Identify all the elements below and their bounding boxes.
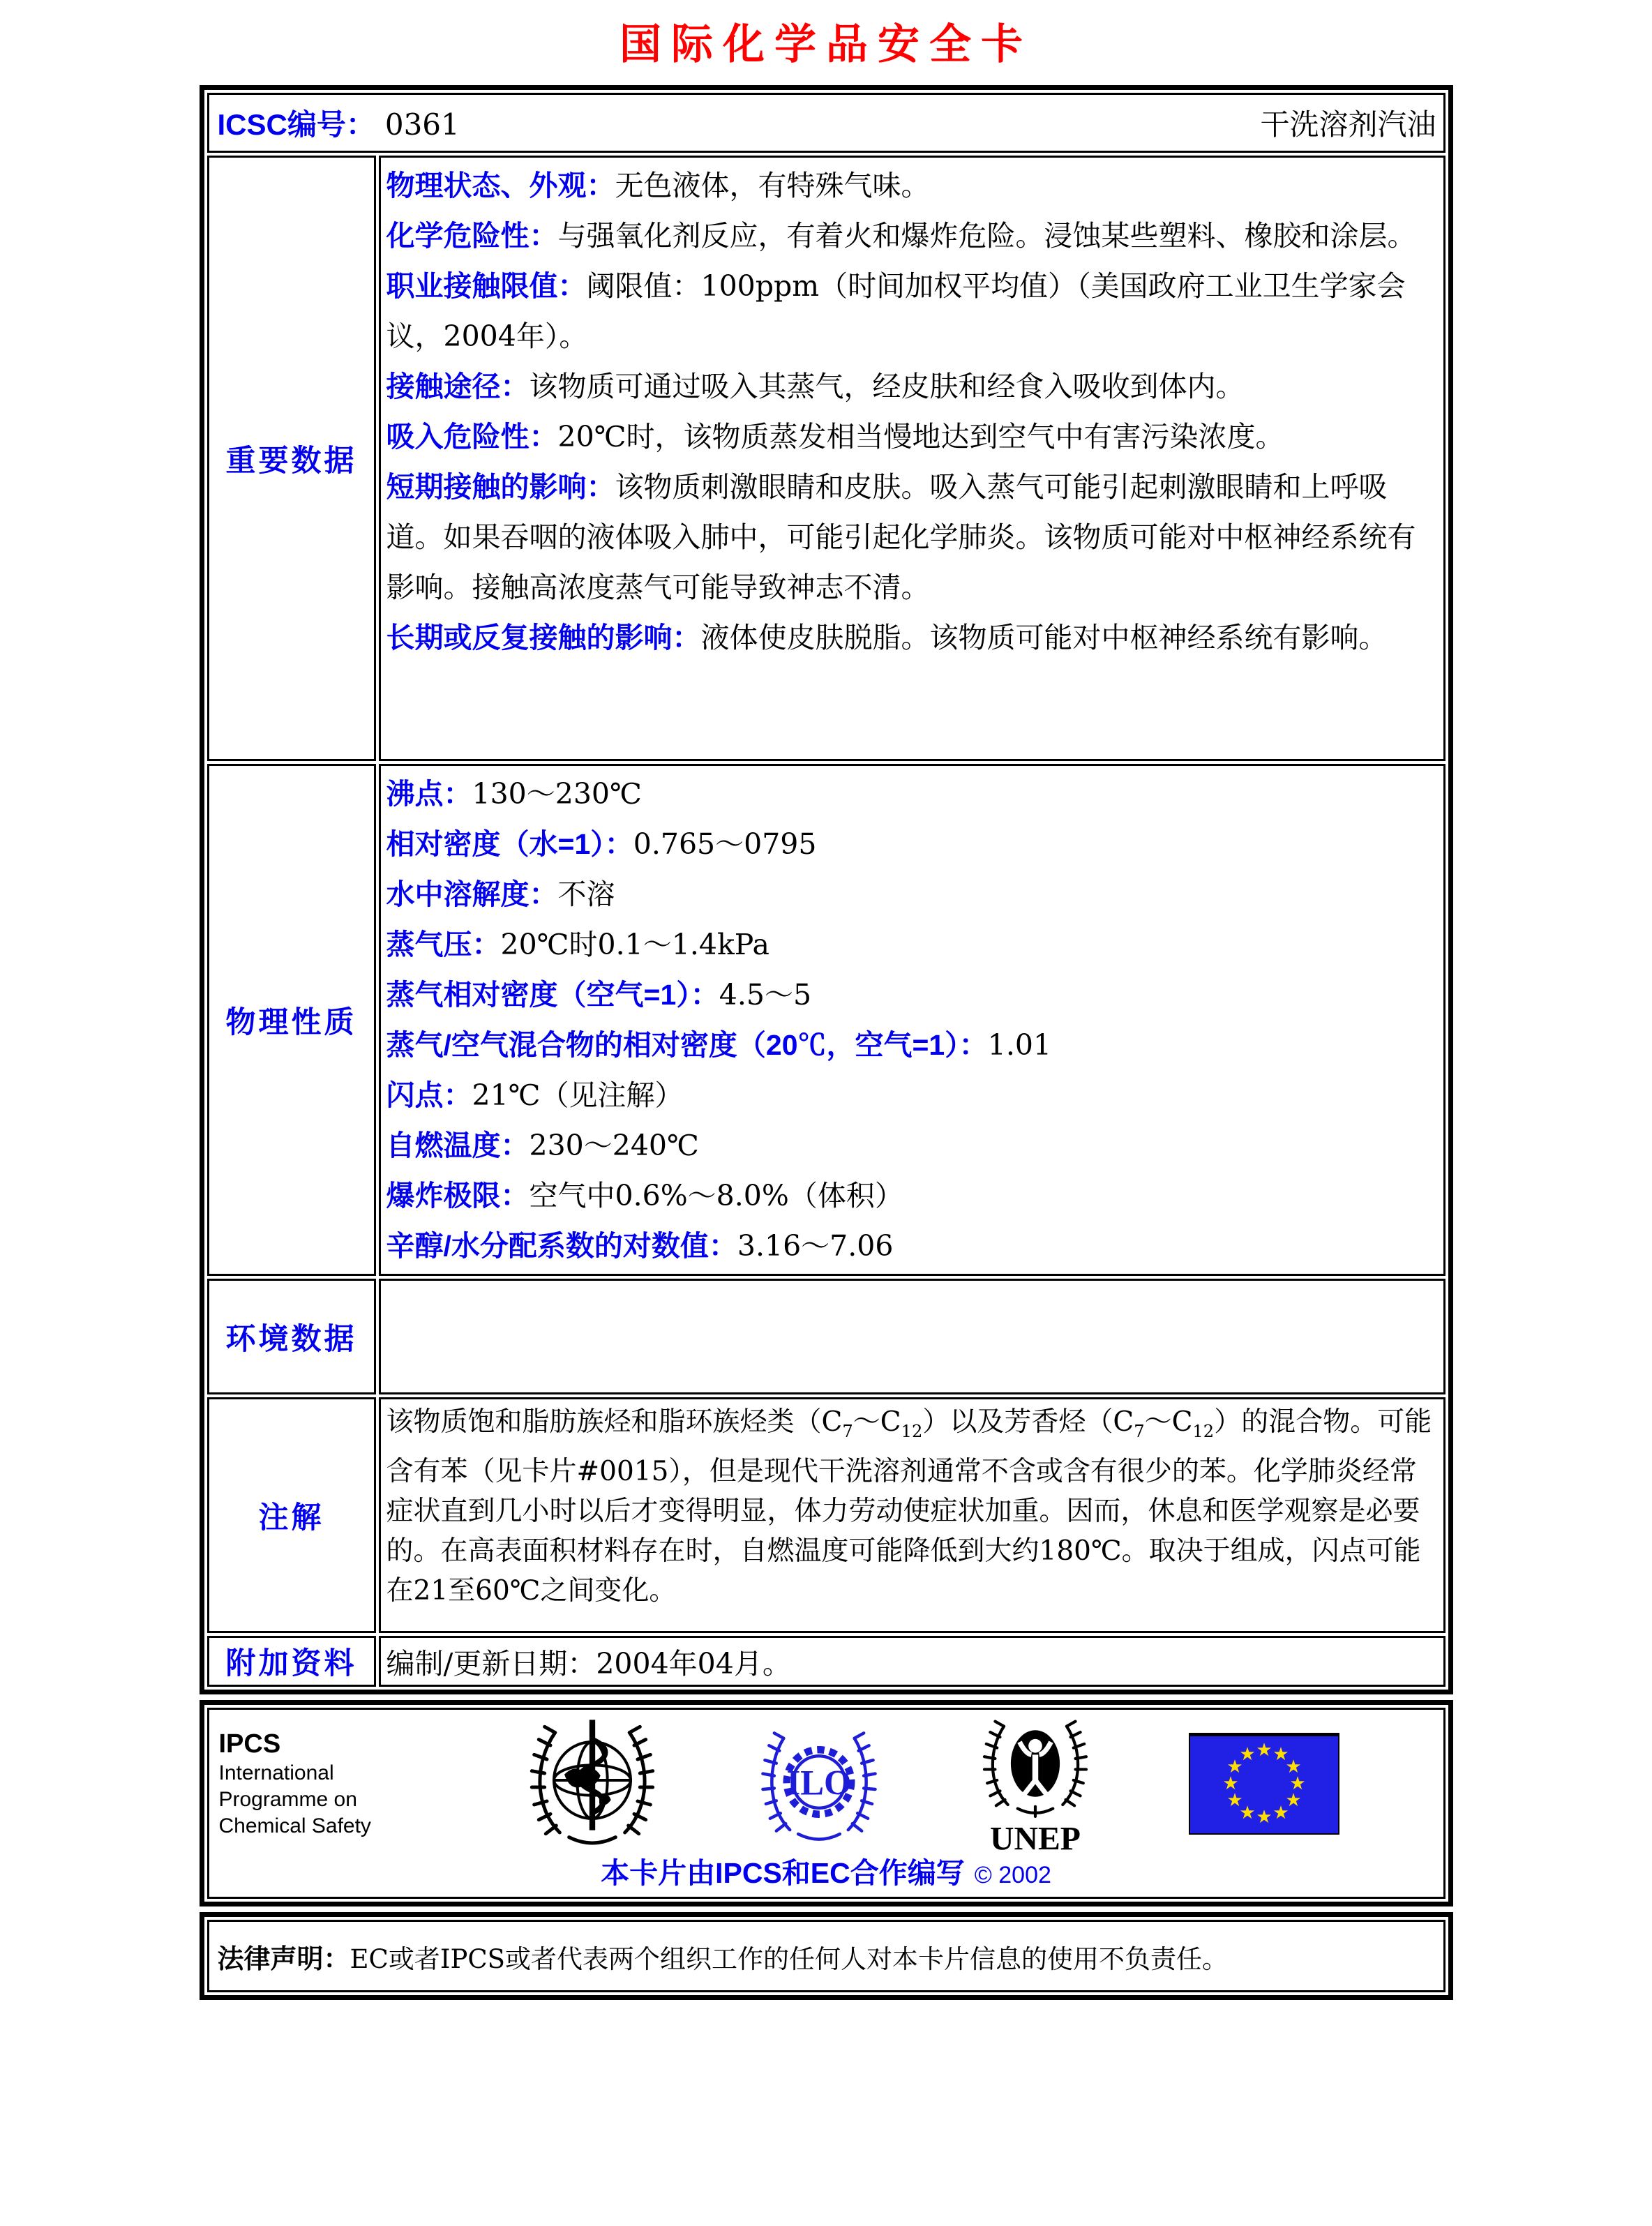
important-data-item [386,261,1436,361]
notes-subscript: 12 [901,1421,923,1441]
caption-text: 本卡片由IPCS和EC合作编写 [601,1857,965,1889]
notes-segment: ）的混合物。可能含有苯（见卡片#0015），但是现代干洗溶剂通常不含或含有很少的苯。化学肺炎经常症状直到几小时以后才变得明显，体力劳动使症状加重。因而，休息和医学观察是必要的。在高表面积材料存在时，自燃温度可能降低到大约180℃。取决于组成，闪点可能在21至60℃之间变化。 [386,1406,1432,1607]
physical-property-item [386,1120,1436,1171]
important-data-value: 与强氧化剂反应，有着火和爆炸危险。浸蚀某些塑料、橡胶和涂层。 [557,219,1416,253]
legal-table [200,1912,1453,2000]
physical-property-item [386,1221,1436,1271]
svg-text:★: ★ [1284,1757,1302,1777]
logos-table [200,1700,1453,1907]
physical-property-item [386,869,1436,919]
notes-segment: ～C [1144,1406,1193,1438]
notes-content [379,1397,1446,1633]
environmental-data-row [207,1279,1446,1394]
physical-property-value: 20℃时0.1～1.4kPa [500,928,769,961]
svg-text:★: ★ [1272,1744,1289,1765]
icsc-number-label: ICSC编号： [217,108,375,141]
svg-text:★: ★ [1238,1803,1256,1823]
important-data-value: 该物质刺激眼睛和皮肤。吸入蒸气可能引起刺激眼睛和上呼吸道。如果吞咽的液体吸入肺中，可能引起化学肺炎。该物质可能对中枢神经系统有影响。接触高浓度蒸气可能导致神志不清。 [386,470,1416,604]
notes-segment: 该物质饱和脂肪族烃和脂环族烃类（C [386,1406,843,1438]
notes-subscript: 12 [1192,1421,1215,1441]
additional-info-content: 编制/更新日期：2004年04月。 [379,1636,1446,1687]
logos-cell [207,1708,1446,1899]
svg-text:★: ★ [1238,1744,1256,1765]
notes-segment: ～C [853,1406,901,1438]
logos-strip [218,1714,1434,1856]
physical-property-item [386,919,1436,970]
physical-property-item [386,819,1436,869]
physical-property-item [386,1171,1436,1221]
svg-text:★: ★ [1284,1790,1302,1811]
ilo-letters: ILO [786,1762,852,1802]
ipcs-title: IPCS [218,1729,281,1759]
section-label-environmental-data: 环境数据 [207,1279,376,1394]
physical-property-item [386,1020,1436,1070]
important-data-item [386,160,1436,211]
physical-property-key: 沸点： [386,778,472,810]
physical-property-key: 水中溶解度： [386,878,558,910]
physical-property-item [386,769,1436,819]
important-data-item [386,361,1436,412]
notes-text [386,1402,1436,1611]
important-data-value: 液体使皮肤脱脂。该物质可能对中枢神经系统有影响。 [700,621,1388,654]
notes-subscript: 7 [842,1421,853,1441]
section-label-physical-properties: 物理性质 [207,764,376,1276]
important-data-key: 短期接触的影响： [386,471,615,503]
physical-property-value: 不溶 [557,878,615,911]
physical-property-key: 相对密度（水=1）： [386,828,633,860]
physical-property-item [386,970,1436,1020]
physical-property-value: 1.01 [987,1028,1052,1062]
unep-logo-icon [976,1713,1095,1856]
physical-property-value: 4.5～5 [719,978,812,1012]
copyright-text: © 2002 [974,1862,1051,1888]
svg-text:★: ★ [1255,1740,1272,1761]
chemical-name: 干洗溶剂汽油 [1260,107,1436,142]
important-data-item [386,211,1436,261]
physical-property-key: 蒸气相对密度（空气=1）： [386,979,719,1011]
physical-properties-content [379,764,1446,1276]
physical-property-value: 空气中0.6%～8.0%（体积） [529,1179,903,1212]
card-body [200,85,1453,2000]
ipcs-line: International [218,1761,334,1784]
svg-text:★: ★ [1289,1773,1306,1794]
physical-property-value: 130～230℃ [472,777,642,811]
eu-flag-icon [1189,1733,1339,1835]
important-data-key: 职业接触限值： [386,270,587,302]
important-data-value: 20℃时，该物质蒸发相当慢地达到空气中有害污染浓度。 [557,420,1284,453]
important-data-value: 该物质可通过吸入其蒸气，经皮肤和经食入吸收到体内。 [529,370,1245,403]
physical-properties-row [207,764,1446,1276]
svg-text:★: ★ [1222,1773,1239,1794]
header-cell [207,93,1446,153]
physical-property-key: 蒸气/空气混合物的相对密度（20℃，空气=1）： [386,1029,988,1061]
physical-property-value: 21℃（见注解） [472,1078,684,1112]
ipcs-line: Chemical Safety [218,1814,371,1837]
icsc-number-value: 0361 [384,107,460,142]
page-title: 国际化学品安全卡 [620,22,1032,68]
legal-row [207,1920,1446,1992]
physical-property-value: 230～240℃ [529,1129,699,1162]
svg-text:★: ★ [1272,1803,1289,1823]
header-row [207,93,1446,153]
important-data-row [207,156,1446,761]
important-data-key: 物理状态、外观： [386,170,615,202]
physical-property-key: 自燃温度： [386,1129,530,1161]
legal-cell [207,1920,1446,1992]
environmental-data-content [379,1279,1446,1394]
notes-subscript: 7 [1134,1421,1145,1441]
physical-property-item [386,1070,1436,1120]
important-data-value: 阈限值：100ppm（时间加权平均值）（美国政府工业卫生学家会议，2004年）。 [386,269,1406,353]
physical-property-key: 蒸气压： [386,928,501,961]
important-data-content [379,156,1446,761]
important-data-key: 接触途径： [386,370,530,403]
notes-row [207,1397,1446,1633]
section-label-additional-info: 附加资料 [207,1636,376,1687]
ipcs-text-block [219,1728,428,1840]
svg-text:★: ★ [1226,1790,1243,1811]
ipcs-line: Programme on [218,1788,357,1811]
important-data-key: 长期或反复接触的影响： [386,622,701,654]
physical-property-key: 爆炸极限： [386,1180,530,1212]
important-data-item [386,412,1436,462]
important-data-item [386,612,1436,663]
section-label-notes: 注解 [207,1397,376,1633]
additional-info-row [207,1636,1446,1687]
logos-row [207,1708,1446,1899]
caption-line [219,1853,1434,1893]
physical-property-key: 辛醇/水分配系数的对数值： [386,1230,737,1262]
physical-property-value: 3.16～7.06 [737,1229,894,1263]
notes-segment: ）以及芳香烃（C [922,1406,1134,1438]
svg-text:★: ★ [1226,1757,1243,1777]
unep-letters: UNEP [989,1820,1081,1856]
physical-property-value: 0.765～0795 [633,827,817,861]
legal-notice-label: 法律声明： [217,1944,350,1974]
who-logo-icon [523,1714,662,1853]
physical-property-key: 闪点： [386,1079,472,1111]
legal-notice-text: EC或者IPCS或者代表两个组织工作的任何人对本卡片信息的使用不负责任。 [350,1943,1229,1974]
important-data-item [386,462,1436,612]
section-label-important-data: 重要数据 [207,156,376,761]
important-data-key: 化学危险性： [386,220,558,252]
main-card-table [200,85,1453,1694]
important-data-value: 无色液体，有特殊气味。 [615,169,930,202]
icsc-number-group [218,102,460,144]
svg-text:★: ★ [1255,1807,1272,1828]
ilo-logo-icon [756,1720,882,1849]
important-data-key: 吸入危险性： [386,421,558,453]
